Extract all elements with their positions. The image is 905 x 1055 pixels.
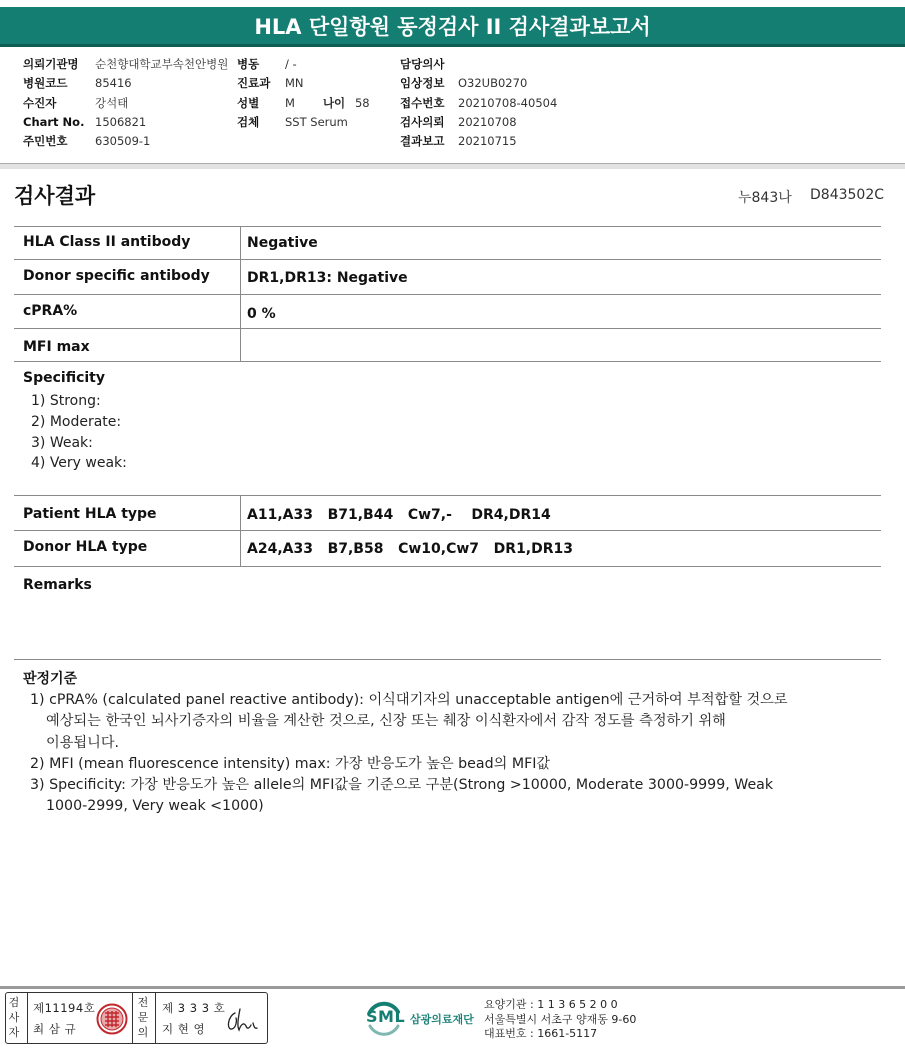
meta-row <box>237 55 370 74</box>
patient-hla-value: A11,A33 B71,B44 Cw7,- DR4,DR14 <box>247 507 551 523</box>
meta-column-3 <box>400 55 557 151</box>
seal-icon <box>96 1003 128 1035</box>
meta-row <box>400 55 557 74</box>
donor-hla-label: Donor HLA type <box>23 539 148 555</box>
meta-value: 순천향대학교부속천안병원 <box>95 57 229 71</box>
meta-row <box>400 94 557 113</box>
meta-row <box>400 132 557 151</box>
meta-value: O32UB0270 <box>458 76 528 91</box>
remarks-label: Remarks <box>23 577 92 593</box>
criteria-line: 이용됩니다. <box>46 734 120 751</box>
table-divider <box>14 328 881 329</box>
table-divider <box>14 361 881 362</box>
dsa-label: Donor specific antibody <box>23 268 210 284</box>
cpra-label: cPRA% <box>23 303 78 319</box>
table-divider <box>14 530 881 531</box>
meta-key: 진료과 <box>237 76 271 91</box>
table-divider <box>14 259 881 260</box>
meta-row <box>400 74 557 93</box>
meta-value: 20210708 <box>458 114 517 129</box>
section-title: 검사결과 <box>14 184 96 208</box>
meta-value: 58 <box>354 95 370 110</box>
table-divider <box>14 659 881 660</box>
footer-separator <box>0 986 905 989</box>
criteria-line: 1) cPRA% (calculated panel reactive antibody): 이식대기자의 unacceptable antigen에 근거하여 부적합할 것으로 <box>30 692 788 708</box>
criteria-line: 예상되는 한국인 뇌사기증자의 비율을 계산한 것으로, 신장 또는 췌장 이식환자에서 감작 정도를 측정하기 위해 <box>46 713 726 730</box>
meta-value: 1506821 <box>95 114 147 129</box>
specificity-label: Specificity <box>23 370 105 386</box>
meta-key: 병동 <box>237 57 260 71</box>
institution-code: 요양기관 : 1 1 3 6 5 2 0 0 <box>484 998 618 1011</box>
signature-divider <box>27 993 28 1043</box>
meta-row <box>400 113 557 132</box>
meta-value: 20210715 <box>458 134 517 149</box>
header-separator <box>0 163 905 169</box>
tester-role-label: 검 사 자 <box>8 996 20 1039</box>
criteria-line: 1000-2999, Very weak <1000) <box>46 798 264 815</box>
meta-row <box>237 113 370 132</box>
logo-text: SML <box>366 1007 406 1026</box>
list-item: 2) Moderate: <box>31 413 122 430</box>
report-id: 누843나 <box>738 190 792 206</box>
meta-key: 병원코드 <box>23 76 68 91</box>
tester-license: 제11194호 <box>33 1001 96 1015</box>
meta-column-2 <box>237 55 370 132</box>
meta-row <box>237 74 370 93</box>
institution-name: 삼광의료재단 <box>410 1013 474 1026</box>
donor-hla-value: A24,A33 B7,B58 Cw10,Cw7 DR1,DR13 <box>247 541 574 557</box>
report-id: D843502C <box>810 187 884 203</box>
criteria-line: 2) MFI (mean fluorescence intensity) max: 가장 반응도가 높은 bead의 MFI값 <box>30 755 551 772</box>
cpra-value: 0 % <box>247 306 276 322</box>
table-column-divider <box>240 226 241 361</box>
meta-key: 수진자 <box>23 95 57 110</box>
meta-key: 성별 <box>237 95 260 110</box>
signature-divider <box>155 993 156 1043</box>
report-title: HLA 단일항원 동정검사 II 검사결과보고서 <box>0 7 905 47</box>
hla-class2-value: Negative <box>247 235 318 251</box>
table-divider <box>14 294 881 295</box>
meta-value: 630509-1 <box>95 134 151 149</box>
list-item: 4) Very weak: <box>31 455 127 472</box>
meta-value: M <box>285 95 295 110</box>
table-column-divider <box>240 495 241 566</box>
meta-row <box>23 94 228 113</box>
meta-key: 주민번호 <box>23 134 68 149</box>
meta-key: 임상정보 <box>400 76 445 91</box>
meta-key: 나이 <box>322 95 346 110</box>
dsa-value: DR1,DR13: Negative <box>247 270 408 286</box>
meta-key: Chart No. <box>23 114 85 129</box>
meta-row <box>237 94 370 113</box>
meta-row <box>23 113 228 132</box>
doctor-license: 제 3 3 3 호 <box>162 1001 226 1015</box>
doctor-name: 지 현 영 <box>162 1022 206 1036</box>
patient-hla-label: Patient HLA type <box>23 506 157 522</box>
meta-key: 접수번호 <box>400 95 445 110</box>
signature-divider <box>132 993 133 1043</box>
list-item: 3) Weak: <box>31 434 93 451</box>
meta-column-1 <box>23 55 228 151</box>
meta-row <box>23 132 228 151</box>
meta-row <box>23 55 228 74</box>
criteria-title: 판정기준 <box>23 671 78 687</box>
mfi-label: MFI max <box>23 339 90 355</box>
table-divider <box>14 566 881 567</box>
meta-value: 강석태 <box>95 95 129 110</box>
meta-key: 검체 <box>237 114 260 129</box>
meta-key: 결과보고 <box>400 134 445 149</box>
institution-info <box>484 998 636 1042</box>
specificity-list <box>31 391 127 474</box>
meta-key: 담당의사 <box>400 57 445 71</box>
criteria-list <box>30 690 890 818</box>
institution-address: 서울특별시 서초구 양재동 9-60 <box>484 1012 637 1026</box>
table-divider <box>14 495 881 496</box>
signature-icon <box>222 1004 262 1036</box>
meta-value: 20210708-40504 <box>458 95 558 110</box>
table-divider <box>14 226 881 227</box>
meta-value: MN <box>285 76 304 91</box>
criteria-line: 3) Specificity: 가장 반응도가 높은 allele의 MFI값을 기준으로 구분(Strong >10000, Moderate 3000-9999, Weak <box>30 777 774 794</box>
meta-row <box>23 74 228 93</box>
meta-value: SST Serum <box>285 114 348 129</box>
list-item: 1) Strong: <box>31 393 101 409</box>
tester-name: 최 삼 규 <box>33 1022 77 1036</box>
meta-key: 검사의뢰 <box>400 114 445 129</box>
meta-key: 의뢰기관명 <box>23 57 79 71</box>
hla-class2-label: HLA Class II antibody <box>23 234 191 250</box>
meta-value: 85416 <box>95 76 132 91</box>
institution-phone: 대표번호 : 1661-5117 <box>484 1027 598 1040</box>
doctor-role-label: 전 문 의 <box>137 996 149 1039</box>
meta-value: / - <box>285 57 297 71</box>
